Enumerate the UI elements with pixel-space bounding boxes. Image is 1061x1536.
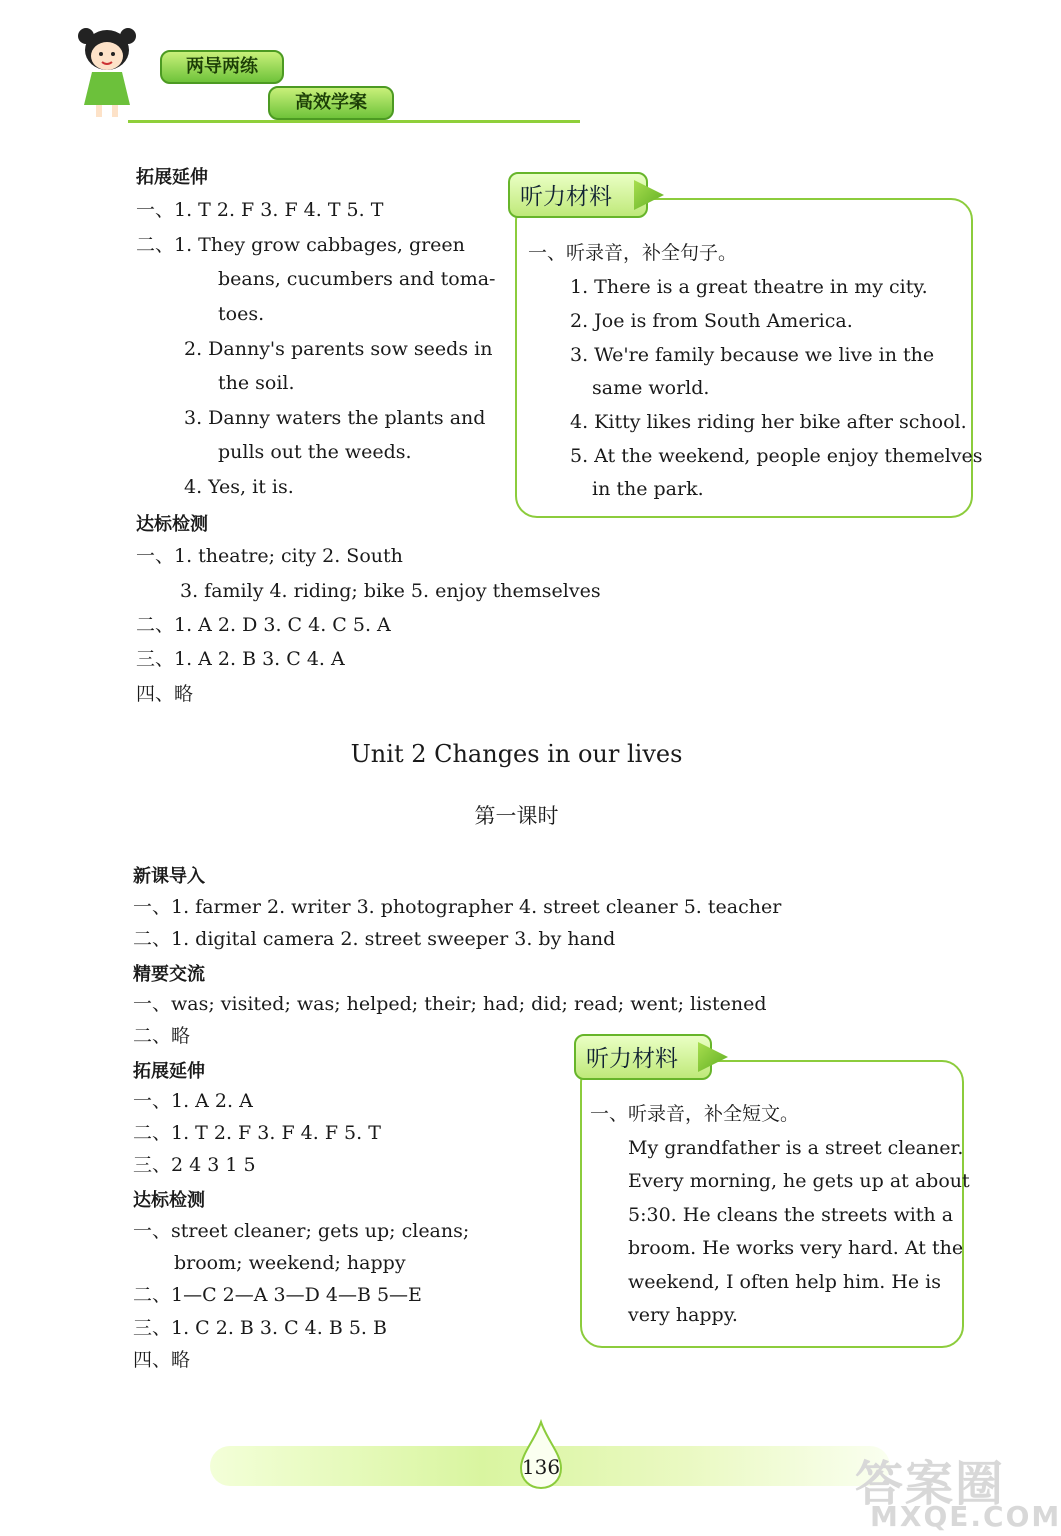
box-line: 5. At the weekend, people enjoy themelves <box>570 445 983 467</box>
answer-line: 三、1. A 2. B 3. C 4. A <box>136 648 345 670</box>
answer-line: 二、1. T 2. F 3. F 4. F 5. T <box>133 1122 381 1144</box>
unit-title: Unit 2 Changes in our lives <box>350 740 683 768</box>
answer-line: pulls out the weeds. <box>218 441 412 463</box>
answer-line: 一、was; visited; was; helped; their; had; did; read; went; listened <box>133 993 767 1015</box>
header-rule <box>128 120 580 123</box>
answer-line: 三、1. C 2. B 3. C 4. B 5. B <box>133 1317 387 1339</box>
section-title-test: 达标检测 <box>133 1190 205 1211</box>
box-heading: 一、听录音，补全句子。 <box>528 242 738 264</box>
answer-line: 四、略 <box>136 683 194 705</box>
answer-line: 二、1—C 2—A 3—D 4—B 5—E <box>133 1284 422 1306</box>
box-line: same world. <box>592 377 710 399</box>
answer-line: 一、1. farmer 2. writer 3. photographer 4. street cleaner 5. teacher <box>133 896 782 918</box>
box-line: 3. We're family because we live in the <box>570 344 935 366</box>
answer-line: 一、street cleaner; gets up; cleans; <box>133 1220 470 1242</box>
section-title-extension: 拓展延伸 <box>133 1061 205 1082</box>
box-heading: 一、听录音，补全短文。 <box>590 1103 800 1125</box>
section-title-intro: 新课导入 <box>133 866 205 887</box>
answer-line: 二、略 <box>133 1025 191 1047</box>
answer-line: 4. Yes, it is. <box>184 476 294 498</box>
box-line: broom. He works very hard. At the <box>628 1237 964 1259</box>
answer-line: 一、1. T 2. F 3. F 4. T 5. T <box>136 199 384 221</box>
answer-line: 3. family 4. riding; bike 5. enjoy themselves <box>180 580 601 602</box>
girl-mascot-icon <box>72 20 142 120</box>
box-line: My grandfather is a street cleaner. <box>628 1137 964 1159</box>
box-line: 4. Kitty likes riding her bike after school. <box>570 411 967 433</box>
answer-line: 二、1. digital camera 2. street sweeper 3. by hand <box>133 928 616 950</box>
box-line: 5:30. He cleans the streets with a <box>628 1204 954 1226</box>
section-title-extension: 拓展延伸 <box>136 167 208 188</box>
box-line: 1. There is a great theatre in my city. <box>570 276 928 298</box>
answer-line: 一、1. A 2. A <box>133 1090 253 1112</box>
page-number: 136 <box>521 1455 561 1479</box>
answer-line: broom; weekend; happy <box>174 1252 406 1274</box>
box-line: very happy. <box>628 1304 738 1326</box>
listening-material-title-text: 听力材料 <box>520 184 612 210</box>
section-title-test: 达标检测 <box>136 514 208 535</box>
box-line: weekend, I often help him. He is <box>628 1271 942 1293</box>
listening-material-title <box>574 1034 712 1080</box>
answer-line: toes. <box>218 303 265 325</box>
listening-material-title-text: 听力材料 <box>586 1046 678 1072</box>
answer-line: 一、1. theatre; city 2. South <box>136 545 403 567</box>
answer-line: 2. Danny's parents sow seeds in <box>184 338 493 360</box>
header-tag-primary: 两导两练 <box>160 50 284 84</box>
watermark-logo: 答案圈 <box>855 1456 1006 1512</box>
answer-line: beans, cucumbers and toma- <box>218 268 496 290</box>
section-title-exchange: 精要交流 <box>133 964 205 985</box>
answer-line: the soil. <box>218 372 295 394</box>
watermark-url: MXQE.COM <box>870 1500 1061 1533</box>
answer-line: 四、略 <box>133 1349 191 1371</box>
box-line: in the park. <box>592 478 704 500</box>
answer-line: 二、1. A 2. D 3. C 4. C 5. A <box>136 614 391 636</box>
box-line: 2. Joe is from South America. <box>570 310 853 332</box>
answer-line: 三、2 4 3 1 5 <box>133 1154 256 1176</box>
box-line: Every morning, he gets up at about <box>628 1170 970 1192</box>
listening-material-title <box>508 172 648 218</box>
answer-line: 二、1. They grow cabbages, green <box>136 234 465 256</box>
lesson-title: 第一课时 <box>474 804 559 828</box>
answer-line: 3. Danny waters the plants and <box>184 407 486 429</box>
header-tag-secondary: 高效学案 <box>268 86 394 120</box>
